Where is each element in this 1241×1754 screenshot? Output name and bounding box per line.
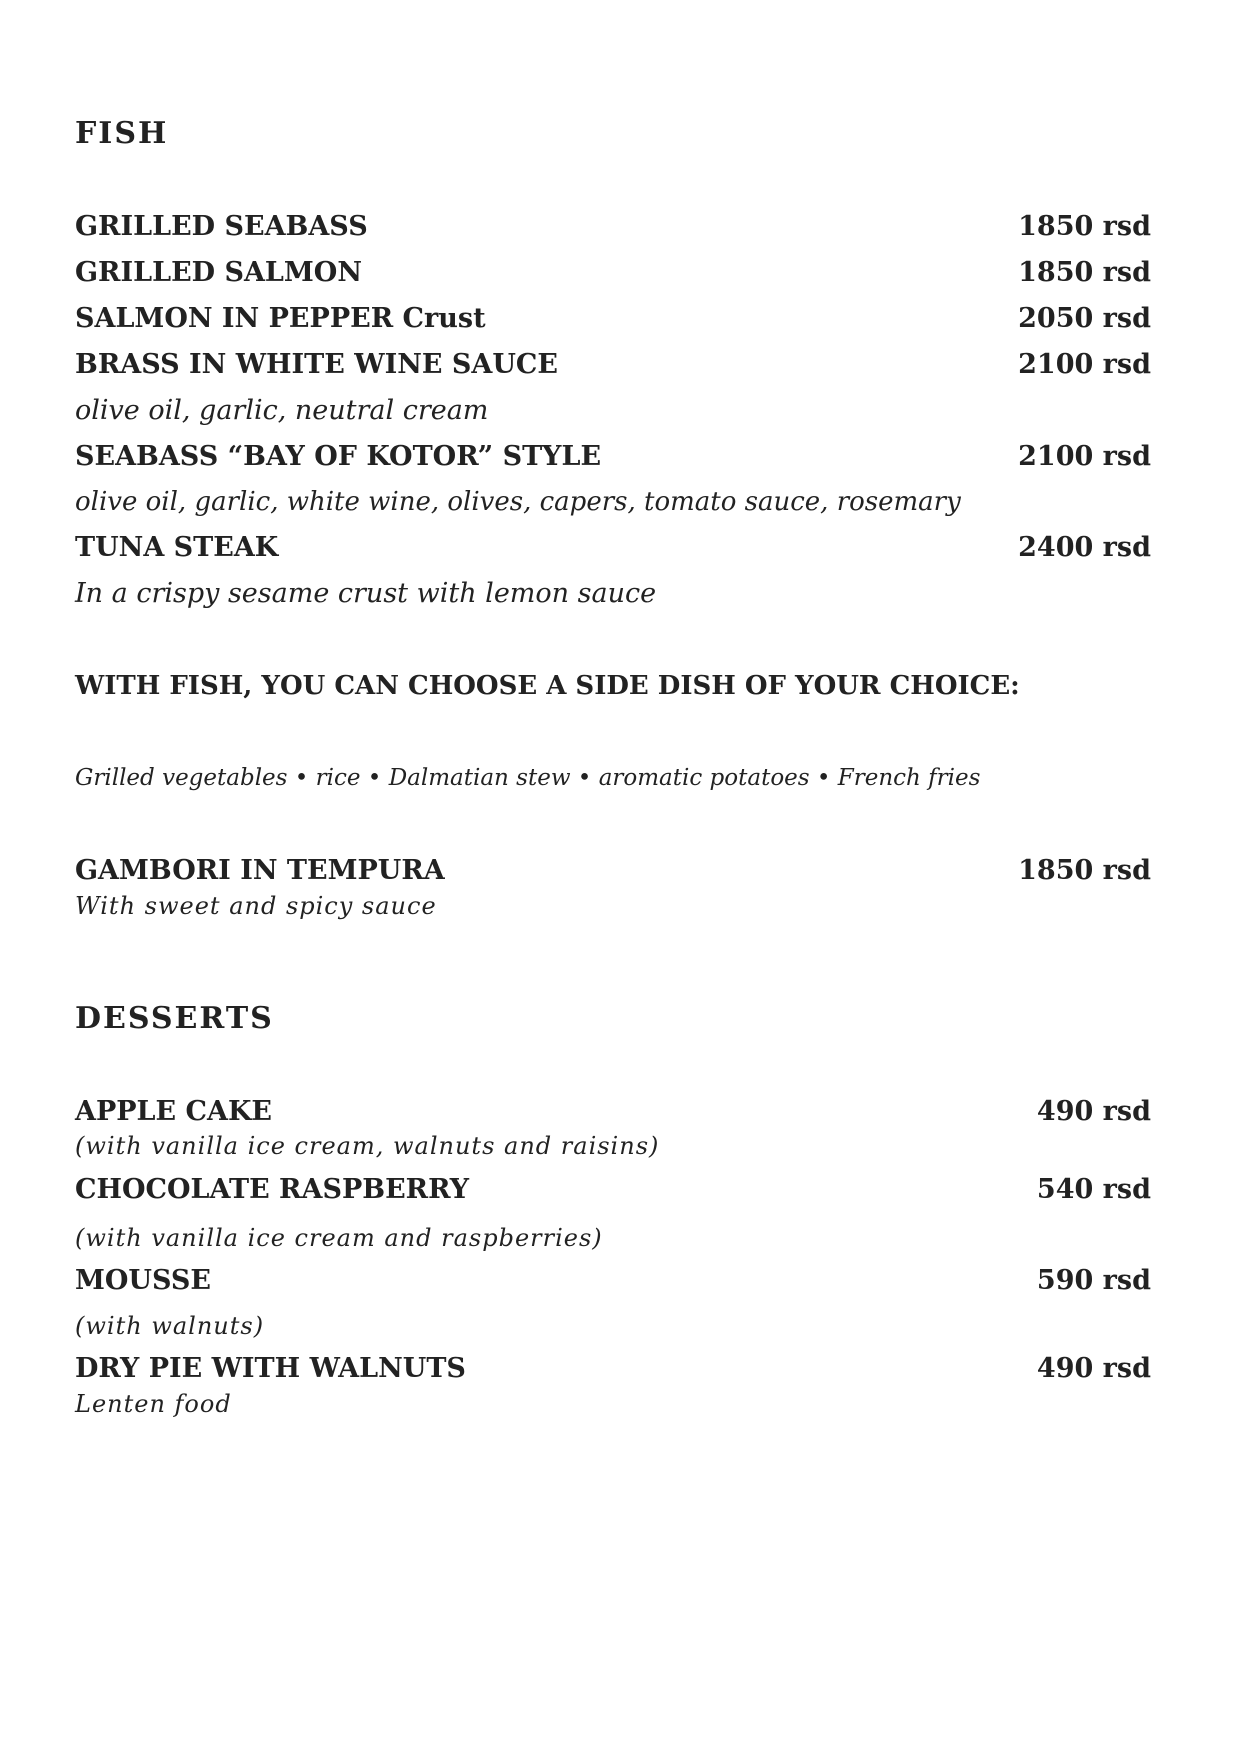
side-dish-note: WITH FISH, YOU CAN CHOOSE A SIDE DISH OF YOUR CHOICE: [75, 671, 1020, 701]
desserts-heading: DESSERTS [75, 1001, 274, 1036]
menu-item-price: 490 rsd [1036, 1353, 1151, 1384]
menu-item-price: 2400 rsd [1018, 532, 1151, 563]
menu-item-price: 1850 rsd [1018, 855, 1151, 886]
menu-item-price: 490 rsd [1036, 1096, 1151, 1127]
menu-item-price: 590 rsd [1036, 1265, 1151, 1296]
menu-item-description: olive oil, garlic, neutral cream [75, 395, 489, 426]
menu-item-price: 2100 rsd [1018, 349, 1151, 380]
menu-item-name: GRILLED SALMON [75, 257, 363, 288]
menu-item-name: SALMON IN PEPPER Crust [75, 303, 486, 334]
menu-item-name: CHOCOLATE RASPBERRY [75, 1174, 469, 1205]
menu-item-name: MOUSSE [75, 1265, 211, 1296]
menu-item-price: 2100 rsd [1018, 441, 1151, 472]
menu-item-description: With sweet and spicy sauce [75, 892, 437, 920]
menu-item-description: In a crispy sesame crust with lemon sauce [75, 578, 657, 609]
menu-item-name: TUNA STEAK [75, 532, 279, 563]
menu-item-name: GAMBORI IN TEMPURA [75, 855, 445, 886]
menu-item-name: DRY PIE WITH WALNUTS [75, 1353, 466, 1384]
menu-item-price: 1850 rsd [1018, 211, 1151, 242]
menu-item-description: Lenten food [75, 1390, 232, 1418]
menu-item-description: olive oil, garlic, white wine, olives, capers, tomato sauce, rosemary [75, 487, 961, 517]
menu-item-name: BRASS IN WHITE WINE SAUCE [75, 349, 558, 380]
menu-item-name: APPLE CAKE [75, 1096, 273, 1127]
side-dish-list: Grilled vegetables • rice • Dalmatian stew • aromatic potatoes • French fries [75, 765, 981, 791]
menu-item-description: (with vanilla ice cream and raspberries) [75, 1224, 603, 1252]
menu-item-name: GRILLED SEABASS [75, 211, 368, 242]
menu-item-description: (with vanilla ice cream, walnuts and raisins) [75, 1132, 660, 1160]
menu-item-description: (with walnuts) [75, 1312, 265, 1340]
menu-item-price: 1850 rsd [1018, 257, 1151, 288]
fish-heading: FISH [75, 116, 169, 151]
menu-item-price: 2050 rsd [1018, 303, 1151, 334]
menu-item-name: SEABASS “BAY OF KOTOR” STYLE [75, 441, 602, 472]
menu-item-price: 540 rsd [1036, 1174, 1151, 1205]
